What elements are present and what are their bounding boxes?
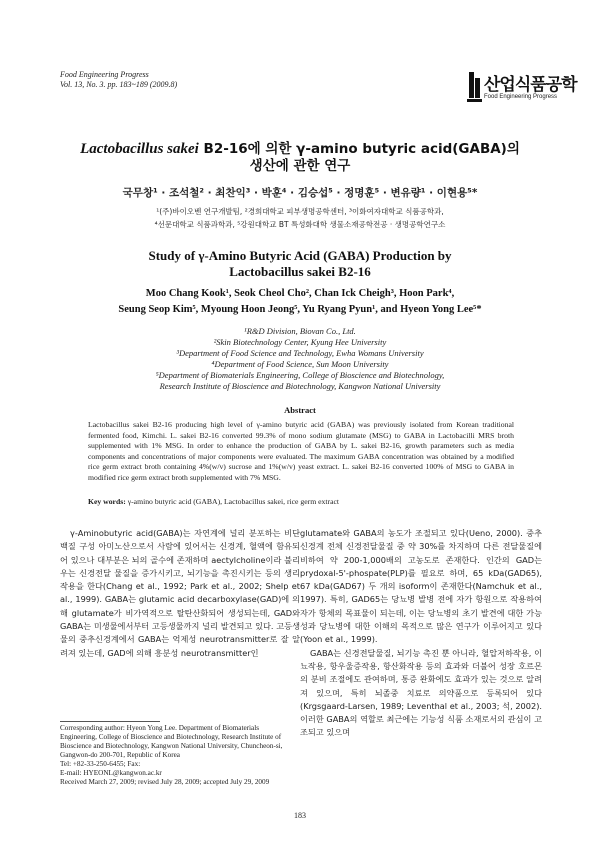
affiliation-1: ¹R&D Division, Biovan Co., Ltd. [244, 326, 356, 336]
affiliation-5a: ⁵Department of Biomaterials Engineering, College of Bioscience and Biotechnology, [155, 370, 445, 380]
english-title-line1: Study of γ-Amino Butyric Acid (GABA) Production by [148, 248, 452, 263]
korean-title-rest: B2-16에 의한 γ-amino butyric acid(GABA)의 [198, 141, 520, 157]
logo-korean-text: 산업식품공학 [484, 75, 577, 95]
korean-affiliations-line2: ⁴선문대학교 식품과학과, ⁵강원대학교 BT 특성화대학 생물소재공학전공 · 생명공학연구소 [154, 220, 446, 229]
journal-logo [466, 70, 577, 108]
affiliation-3: ³Department of Food Science and Technology, Ewha Womans University [176, 348, 424, 358]
body-paragraph: GABA는 신경전달물질, 뇌기능 촉진 뿐 아니라, 혈압저하작용, 이뇨작용, 항우울증작용, 항산화작용 등의 효과와 더불어 성장 호르몬의 분비 조절에도 관여하며, 통증 완화에도 효과가 있는 것으로 알려져 있으며, 특히 뇌졸중 치료로 의약품으로 등록되어 있다(Krgsgaard-Larsen, 1989; Leventhal et al., 2003; 석, 2002). 이러한 GABA의 역할로 최근에는 기능성 식품 소재로서의 관심이 고조되고 있으며 [300, 647, 542, 738]
keywords-text: γ-amino butyric acid (GABA), Lactobacillus sakei, rice germ extract [127, 497, 340, 506]
keywords-label: Key words: [88, 497, 126, 506]
abstract-heading: Abstract [284, 405, 316, 415]
body-column-left [60, 527, 300, 660]
korean-authors: 국무창¹ · 조석철² · 최찬익³ · 박훈⁴ · 김승섭⁵ · 정명훈⁵ · 변유량¹ · 이현용⁵* [122, 187, 478, 199]
journal-volume: Vol. 13, No. 3. pp. 183~189 (2009.8) [60, 80, 178, 89]
body-paragraph: γ-Aminobutyric acid(GABA)는 자연계에 널리 분포하는 비단백질 구성 아미노산으로서 사람에 있어서는 신경계, 혈액에 함유되어 있으나 대부분은 뇌의 골수에 존재하며 aectylcholine이라 불리우는 신경전달 물질을 증가시키고, 뇌기능을 촉진시키는 등의 생리작용을 한다(Chang et al., 1992; Park et al., 2002; Shelp et al., 1999). GABA는 glutamic acid decarboxylase(GAD)에 의해 glutamate가 비가역적으로 탈탄산화되어 생성되는데, GAD와 GABA는 미생물에서부터 고등생물까지 널리 발견되고 있다. 고등생물의 중추신경계에서 GABA는 억제성 neurotransmitter로 잘 알려져 있는데, GAD에 의해 흥분성 neurotransmitter인 [60, 528, 300, 658]
korean-title-line2: 생산에 관한 연구 [249, 158, 351, 174]
affiliation-2: ²Skin Biotechnology Center, Kyung Hee University [213, 337, 387, 347]
korean-title-species: Lactobacillus sakei [80, 141, 199, 157]
english-authors-line2: Seung Seop Kim⁵, Myoung Hoon Jeong⁵, Yu Ryang Pyun¹, and Hyeon Yong Lee⁵* [118, 304, 482, 315]
body-column-right [300, 527, 542, 740]
logo-mark-icon [466, 70, 484, 104]
footnote-divider [60, 721, 160, 722]
journal-name: Food Engineering Progress [60, 70, 149, 79]
affiliation-5b: Research Institute of Bioscience and Biotechnology, Kangwon National University [159, 381, 441, 391]
page-number: 183 [294, 811, 306, 820]
abstract-text: Lactobacillus sakei B2-16 producing high level of γ-amino butyric acid (GABA) was previously isolated from Korean traditional fermented food, Kimchi. L. sakei B2-16 converted 99.3% of mono sodium glutamate (MSG) to GABA in Lactobacilli MRS broth supplemented with 1% MSG. In order to enhance the production of GABA by L. sakei B2-16, growth parameters such as media components and concentrations of major components were evaluated. The maximum GABA concentration was obtained by a modified rice germ extract broth containing 4%(w/v) sucrose and 1%(w/v) yeast extract. L. sakei B2-16 converted 100% of MSG to GABA in modified rice germ extract broth supplemented with 7% MSG. [88, 420, 514, 482]
corresponding-author-footnote: Corresponding author: Hyeon Yong Lee. Department of Biomaterials Engineering, College of Bioscience and Biotechnology, Research Institute of Bioscience and Biotechnology, Kangwon National University, Chuncheon-si, Gangwon-do 200-701, Republic of Korea Tel: +82-33-250-6455; Fax: E-mail: HYEONL@kangwon.ac.kr Received March 27, 2009; revised July 28, 2009; accepted July 29, 2009 [60, 724, 283, 786]
english-title-line2: Lactobacillus sakei B2-16 [229, 264, 371, 279]
keywords [88, 497, 518, 506]
korean-affiliations-line1: ¹(주)바이오벤 연구개발팀, ²경희대학교 피부생명공학센터, ³이화여자대학교 식품공학과, [156, 207, 444, 216]
body-paragraph: glutamate와 GABA의 농도가 조절되고 있다(Ueno, 2000). 중추신경계 전체 신경전달물질 중 약 30%를 차지하며 다른 전달물질에 비하여 약 200-1,000배의 고농도로 존재한다. 인간의 GAD는 prydoxal-5'-phospate(PLP)를 필요로 하며, 65 kDa(GAD65), 67 kDa(GAD67) 두 개의 isoform이 존재한다(Namchuk et al., 1997). 특히, GAD65는 당뇨병 발병 전에 자가 항원으로 작용하여 자가 항체의 목표물이 되는데, 이는 당뇨병의 초기 발견에 대한 가능성과 당뇨병에 대한 이해의 목적으로 많은 연구가 이루어지고 있다(Yoon et al., 1999). [300, 528, 542, 645]
journal-header [60, 70, 177, 90]
logo-english-text: Food Engineering Progress [484, 94, 558, 100]
english-authors-line1: Moo Chang Kook¹, Seok Cheol Cho², Chan Ick Cheigh³, Hoon Park⁴, [145, 288, 455, 299]
affiliation-4: ⁴Department of Food Science, Sun Moon University [211, 359, 389, 369]
